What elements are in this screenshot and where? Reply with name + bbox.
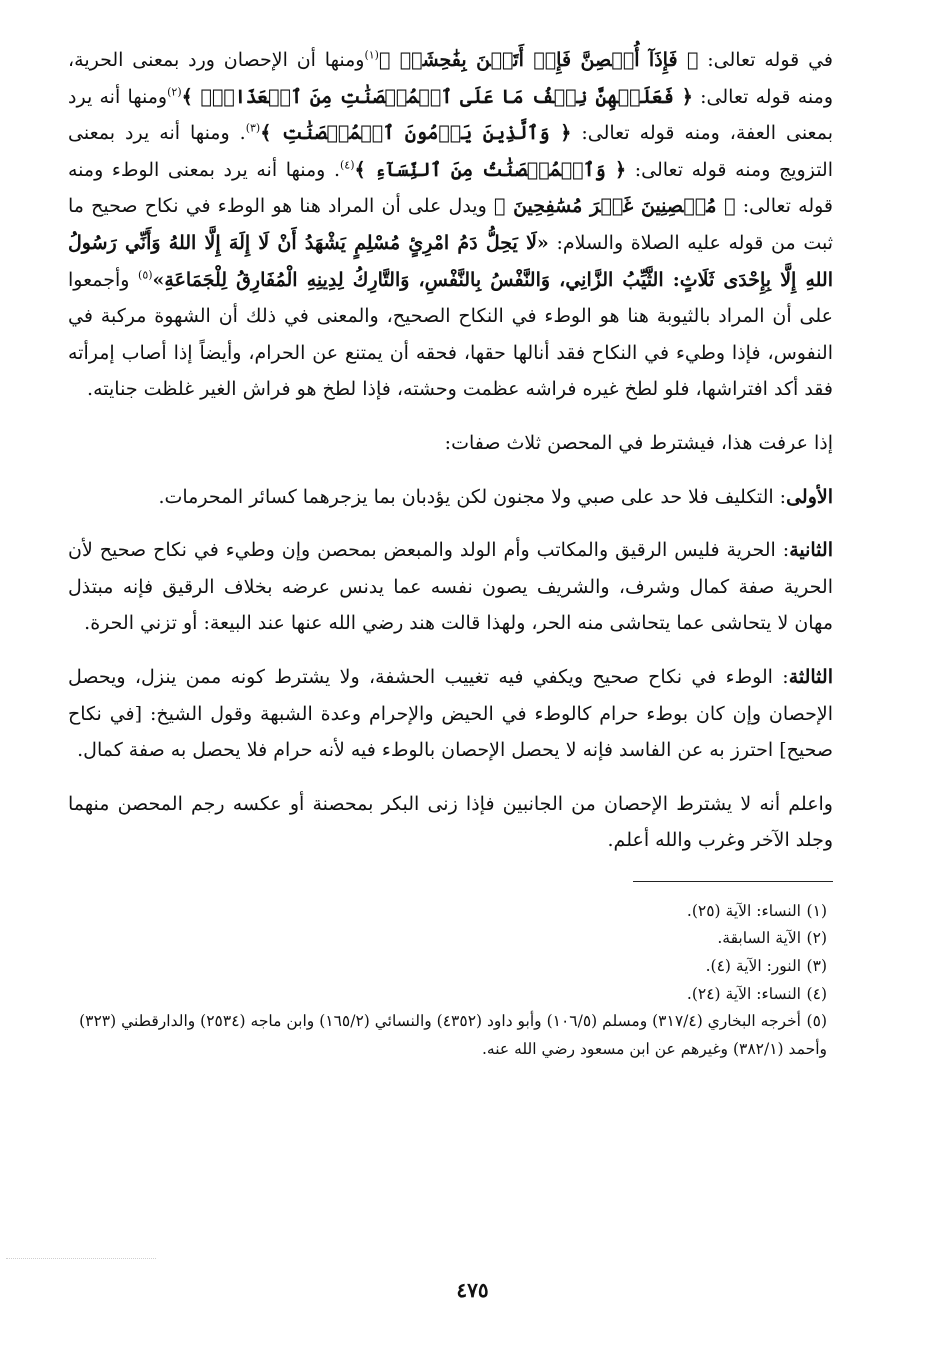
text-span: وأجمعوا على أن المراد بالثيوبة هنا هو الوطء في النكاح الصحيح، والمعنى في ذلك أن الشهوة مركبة في النفوس، فإذا وطيء في النكاح فقد أنالها حقها، فحقه أن يمتنع عن الحرام، وأيضاً إذا أصاب إمرأته فقد أكد افتراشها، فلو لطخ غيره فراشه عظمت وحشته، فإذا لطخ هو فراش الغير غلظت جنايته. (68, 268, 833, 401)
text-span: : الوطء في نكاح صحيح ويكفي فيه تغييب الحشفة، ولا يشترط كونه ممن ينزل، ويحصل الإحصان وإن كان بوطء حرام كالوطء في الحيض والإحرام وعدة الشبهة وقول الشيخ: [في نكاح صحيح] احترز به عن الفاسد فإنه لا يحصل الإحصان بالوطء فيه لأنه حرام فلا يحصل به صفة كمال. (68, 665, 833, 762)
text-span: . ومنها أنه يرد بمعنى التزويج ومنه قوله تعالى: (68, 122, 833, 181)
text-span: . ومنها أنه يرد بمعنى الوطء ومنه قوله تعالى: (68, 158, 834, 218)
footnote-ref[interactable]: (٢) (167, 85, 182, 99)
quran-verse: ﴿ وَٱلۡمُحۡصَنَٰتُ مِنَ ٱلنِّسَآءِ ﴾ (354, 158, 627, 181)
page-number: ٤٧٥ (456, 1278, 489, 1302)
footnote-5 (68, 1008, 827, 1063)
text-span: ويدل على أن المراد هنا هو الوطء في نكاح صحيح ما ثبت من قوله عليه الصلاة والسلام: (68, 195, 833, 254)
paragraph-ihsan-meanings (68, 42, 833, 408)
footnotes (68, 898, 833, 1064)
footnote-number: (٣) (806, 957, 827, 976)
footnote-text: النساء: الآية (٢٤). (686, 984, 801, 1003)
quran-verse: ﴿ مُحۡصِنِينَ غَيۡرَ مُسَٰفِحِينَ ﴾ (493, 195, 736, 218)
quran-verse: ﴿ فَعَلَيۡهِنَّ نِصۡفُ مَا عَلَى ٱلۡمُحۡصَنَٰتِ مِنَ ٱلۡعَذَابِۚ ﴾ (181, 85, 693, 108)
text-span: إذا عرفت هذا، فيشترط في المحصن ثلاث صفات: (444, 431, 833, 454)
hadith-quote: «لَا يَحِلُّ دَمُ امْرِئٍ مُسْلِمٍ يَشْهَدُ أَنْ لَا إِلَهَ إِلَّا اللهُ وَأَنِّي رَسُولُ اللهِ إِلَّا بِإِحْدَى ثَلَاثٍ: الثَّيِّبُ الزَّانِي، وَالنَّفْسُ بِالنَّفْسِ، وَالتَّارِكُ لِدِينِهِ الْمُفَارِقُ لِلْجَمَاعَةِ» (68, 231, 834, 291)
footnote-ref[interactable]: (٤) (340, 158, 355, 172)
footnote-text: النور: الآية (٤). (705, 957, 801, 976)
paragraph-three-conditions (68, 425, 833, 462)
text-span: : الحرية فليس الرقيق والمكاتب وأم الولد والمبعض بمحصن وإن وطيء في نكاح صحيح لأن الحرية صفة كمال وشرف، والشريف يصون نفسه عما يدنس عرضه بخلاف الرقيق فإنه مبتذل مهان لا يتحاشى عما يتحاشى منه الحر، ولهذا قالت هند رضي الله عنها عند البيعة: أو تزني الحرة. (68, 539, 833, 635)
footnote-number: (١) (806, 901, 827, 920)
footnote-2 (68, 925, 827, 953)
footnote-number: (٥) (806, 1012, 827, 1031)
footnote-text: النساء: الآية (٢٥). (686, 901, 801, 920)
text-span: ومنها أن الإحصان ورد بمعنى الحرية، ومنه قوله تعالى: (68, 49, 834, 108)
paragraph-closing (68, 786, 833, 859)
paragraph-condition-second (68, 532, 833, 642)
main-text (68, 42, 833, 859)
quran-verse: ﴿ فَإِذَآ أُحۡصِنَّ فَإِنۡ أَتَيۡنَ بِفَٰحِشَةٖ ﴾ (378, 49, 699, 71)
text-span: واعلم أنه لا يشترط الإحصان من الجانبين فإذا زنى البكر بمحصنة أو عكسه رجم المحصن منهما وجلد الآخر وغرب والله أعلم. (68, 792, 833, 852)
footnote-ref[interactable]: (١) (364, 48, 379, 62)
condition-heading: الثالثة (788, 665, 833, 688)
footnote-divider (633, 881, 833, 882)
footnote-4 (68, 981, 827, 1009)
footnote-3 (68, 953, 827, 981)
paragraph-condition-third (68, 659, 833, 769)
text-span: : التكليف فلا حد على صبي ولا مجنون لكن يؤدبان بما يزجرهما كسائر المحرمات. (158, 485, 787, 508)
footnote-ref[interactable]: (٥) (138, 268, 153, 282)
condition-heading: الأولى (786, 485, 833, 508)
paragraph-condition-first (68, 479, 833, 516)
footnote-text: الآية السابقة. (717, 929, 801, 948)
scan-artifact (6, 1258, 156, 1259)
footnote-1 (68, 898, 827, 926)
footnote-ref[interactable]: (٣) (245, 121, 261, 135)
footnote-text: أخرجه البخاري (٣١٧/٤) ومسلم (١٠٦/٥) وأبو داود (٤٣٥٢) والنسائي (١٦٥/٢) وابن ماجه (٢٥٣٤) والدارقطني (٣٢٣) وأحمد (٣٨٢/١) وغيرهم عن ابن مسعود رضي الله عنه. (79, 1012, 827, 1058)
text-span: ومنها أنه يرد بمعنى العفة، ومنه قوله تعالى: (68, 85, 833, 145)
footnote-number: (٤) (806, 984, 827, 1003)
condition-heading: الثانية (789, 539, 833, 562)
quran-verse: ﴿ وَٱلَّذِينَ يَرۡمُونَ ٱلۡمُحۡصَنَٰتِ ﴾ (260, 122, 572, 145)
text-span: في قوله تعالى: (698, 49, 833, 71)
footnote-number: (٢) (806, 929, 827, 948)
